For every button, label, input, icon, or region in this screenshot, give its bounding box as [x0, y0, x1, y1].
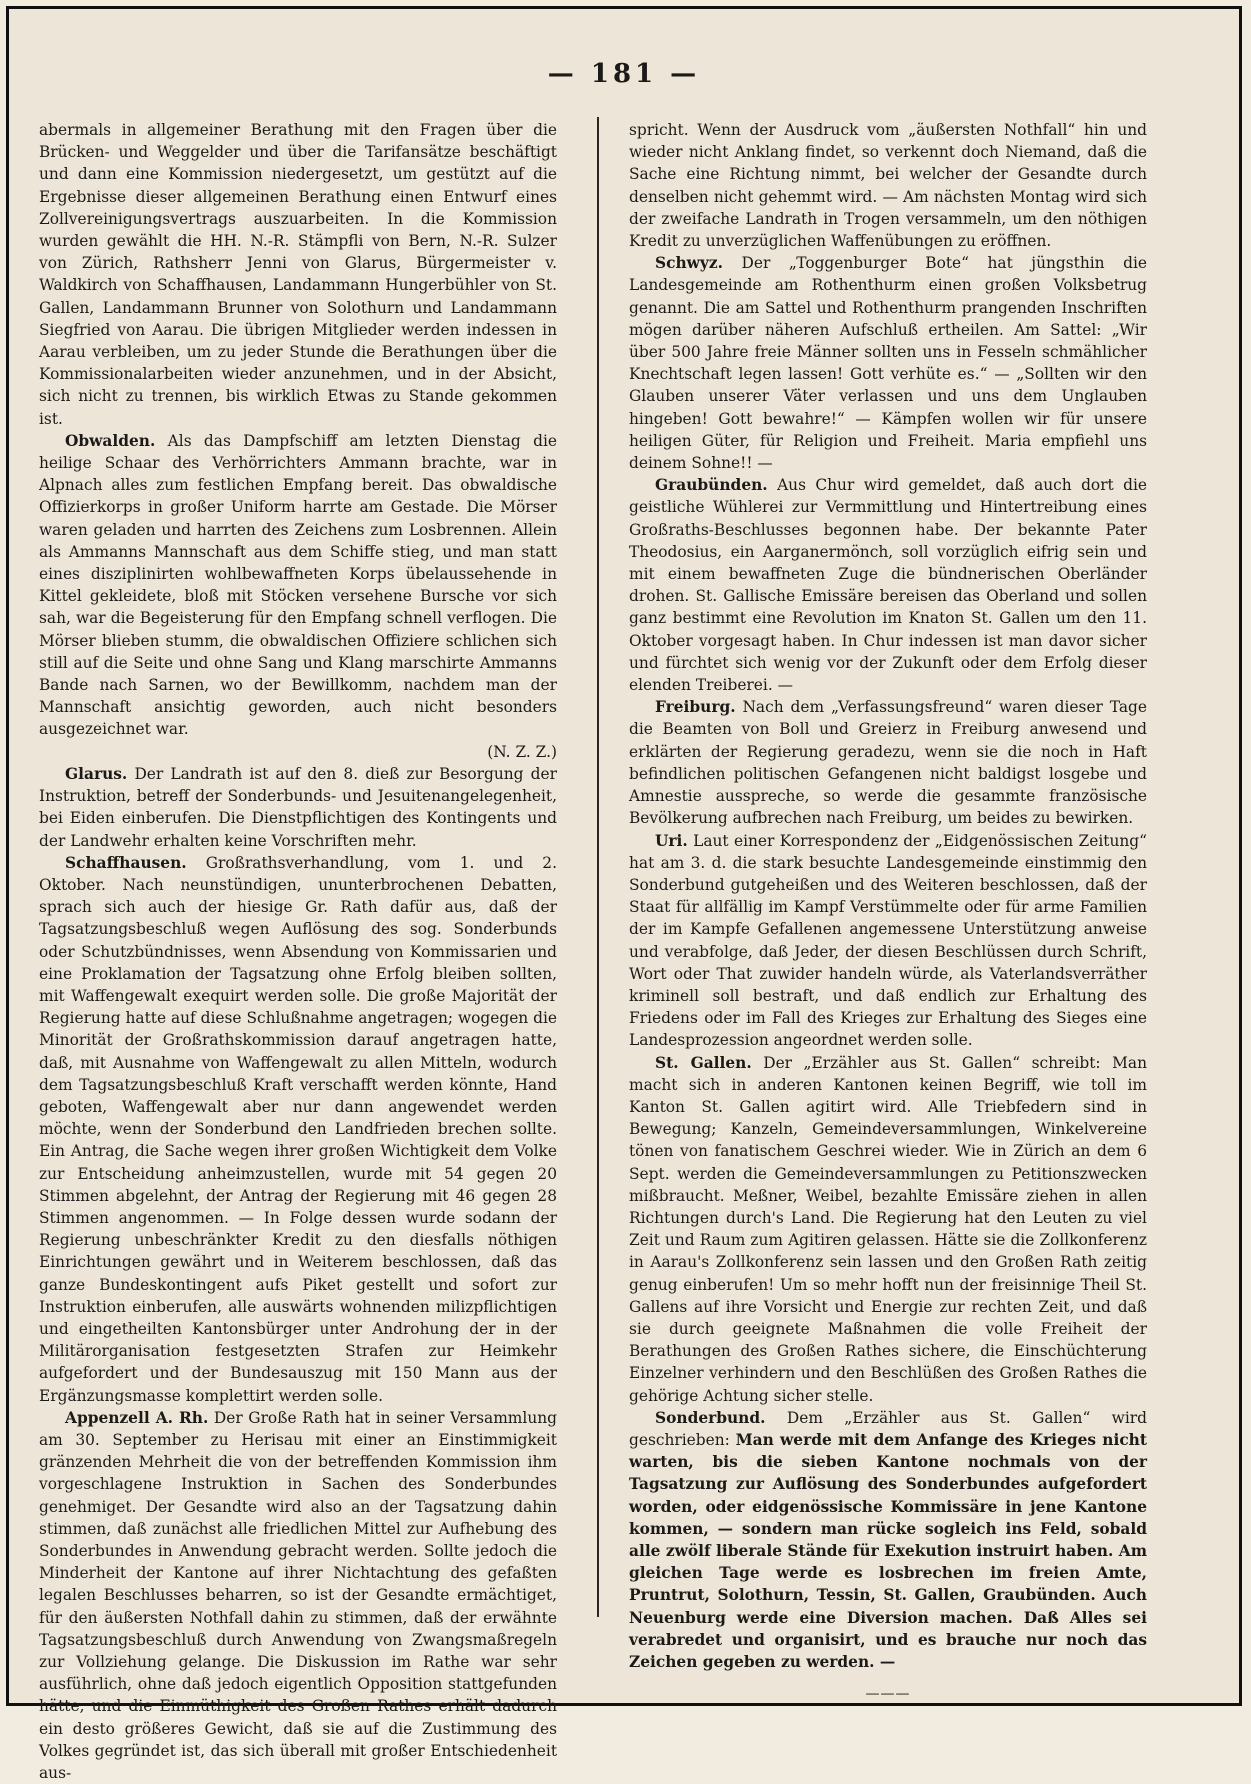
article-body: Der „Erzähler aus St. Gallen“ schreibt: Man macht sich in anderen Kantonen keinen Begriff, wie toll im Kanton St. Gallen agitirt wird. Alle Triebfedern sind in Bewegung; Kanzeln, Gemeindeversammlungen, Winkelvereine tönen von fanatischem Geschrei wieder. Wie in Zürich an dem 6 Sept. werden die Gemeindeversammlungen zu Petitionszwecken mißbraucht. Meßner, Weibel, bezahlte Emissäre ziehen in allen Richtungen durch's Land. Die Regierung hat den Leuten zu viel Zeit und Raum zum Agitiren gelassen. Hätte sie die Zollkonferenz in Aarau's Zollkonferenz sein lassen und den Großen Rath zeitig genug einberufen! Um so mehr hofft nun der freisinnige Theil St. Gallens auf ihre Vorsicht und Energie zur rechten Zeit, und daß sie durch geeignete Maßnahmen die volle Freiheit der Berathungen des Großen Rathes sichere, die Einschüchterung Einzelner verhindern und den Beschlüßen des Großen Rathes die gehörige Achtung sicher stelle.	[629, 1053, 1147, 1405]
left-column	[39, 119, 557, 1784]
article-body: Laut einer Korrespondenz der „Eidgenössischen Zeitung“ hat am 3. d. die stark besuchte Landesgemeinde einstimmig den Sonderbund gutgeheißen und des Weiteren beschlossen, daß der Staat für allfällig im Kampf Verstümmelte oder für arme Familien der im Kampfe Gefallenen angemessene Unterstützung anweise und verabfolge, daß Jeder, der diesen Beschlüssen durch Schrift, Wort oder That zuwider handeln würde, als Vaterlandsverräther kriminell soll bestraft, und daß endlich zur Erhaltung des Friedens oder im Fall des Krieges zur Erhaltung des Sieges eine Landesprozession angeordnet werden solle.	[629, 831, 1147, 1050]
article-emphasis: Man werde mit dem Anfange des Krieges nicht warten, bis die sieben Kantone nochmals von der Tagsatzung zur Auflösung des Sonderbundes aufgefordert worden, oder eidgenössische Kommissäre in jene Kantone kommen, — sondern man rücke sogleich ins Feld, sobald alle zwölf liberale Stände für Exekution instruirt haben. Am gleichen Tage werde es losbrechen im freien Amte, Pruntrut, Solothurn, Tessin, St. Gallen, Graubünden. Auch Neuenburg werde eine Diversion machen. Daß Alles sei verabredet und organisirt, und es brauche nur noch das Zeichen gegeben zu werden. —	[629, 1430, 1147, 1672]
article-body: Dem „Erzähler aus St. Gallen“ wird geschrieben:	[629, 1408, 1147, 1449]
article-schaffhausen	[39, 852, 557, 1407]
article-heading: Schaffhausen.	[65, 853, 187, 872]
article-intro: abermals in allgemeiner Berathung mit den Fragen über die Brücken- und Weggelder und über die Tarifansätze beschäftigt und dann eine Kommission niedergesetzt, um gestützt auf die Ergebnisse dieser allgemeinen Berathung einen Entwurf eines Zollvereinigungsvertrags auszuarbeiten. In die Kommission wurden gewählt die HH. N.-R. Stämpfli von Bern, N.-R. Sulzer von Zürich, Rathsherr Jenni von Glarus, Bürgermeister v. Waldkirch von Schaffhausen, Landammann Hungerbühler von St. Gallen, Landammann Brunner von Solothurn und Landammann Siegfried von Aarau. Die übrigen Mitglieder werden indessen in Aarau verbleiben, um zu jeder Stunde die Berathungen über die Kommissionalarbeiten wieder anzunehmen, und in der Absicht, sich nicht zu trennen, bis wirklich Etwas zu Stande gekommen ist.	[39, 121, 557, 428]
article-body: Großrathsverhandlung, vom 1. und 2. Oktober. Nach neunstündigen, ununterbrochenen Debatten, sprach sich auch der hiesige Gr. Rath dafür aus, daß der Tagsatzungsbeschluß wegen Auflösung des sog. Sonderbunds oder Schutzbündnisses, wenn Absendung von Kommissarien und eine Proklamation der Tagsatzung ohne Erfolg bleiben sollten, mit Waffengewalt exequirt werden solle. Die große Majorität der Regierung hatte auf diese Schlußnahme angetragen; wogegen die Minorität der Großrathskommission darauf angetragen hatte, daß, mit Ausnahme von Waffengewalt zu allen Mitteln, wodurch dem Tagsatzungsbeschluß Kraft verschafft werden könnte, Hand geboten, Waffengewalt aber nur dann angewendet werden möchte, wenn der Sonderbund den Landfrieden brechen sollte. Ein Antrag, die Sache wegen ihrer großen Wichtigkeit dem Volke zur Entscheidung anheimzustellen, wurde mit 54 gegen 20 Stimmen abgelehnt, der Antrag der Regierung mit 46 gegen 28 Stimmen angenommen. — In Folge dessen wurde sodann der Regierung unbeschränkter Kredit zu den diesfalls nöthigen Einrichtungen gewährt und in Weiterem beschlossen, daß das ganze Bundeskontingent aufs Piket gestellt und sofort zur Instruktion einberufen, alle auswärts wohnenden milizpflichtigen und eingetheilten Kantonsbürger unter Androhung der in der Militärorganisation festgesetzten Strafen zur Heimkehr aufgefordert und der Bundesauszug mit 150 Mann aus der Ergänzungsmasse komplettirt werden solle.	[39, 853, 557, 1405]
article-body: Der „Toggenburger Bote“ hat jüngsthin die Landesgemeinde am Rothenthurm einen großen Volksbetrug genannt. Die am Sattel und Rothenthurm prangenden Inschriften mögen darüber näheren Aufschluß ertheilen. Am Sattel: „Wir über 500 Jahre freie Männer sollten uns in Fesseln schmählicher Knechtschaft legen lassen! Gott verhüte es.“ — „Sollten wir den Glauben unserer Väter verlassen und uns dem Unglauben hingeben! Gott bewahre!“ — Kämpfen wollen wir für unsere heiligen Güter, für Religion und Freiheit. Maria empfiehl uns deinem Sohne!! —	[629, 254, 1147, 473]
article-appenzell	[39, 1407, 557, 1784]
article-body: Aus Chur wird gemeldet, daß auch dort die geistliche Wühlerei zur Vermmittlung und Hintertreibung eines Großraths-Beschlusses begonnen habe. Der bekannte Pater Theodosius, ein Aarganermönch, soll vorzüglich eifrig sein und mit einem bewaffneten Zuge die bündnerischen Oberländer drohen. St. Gallische Emissäre bereisen das Oberland und sollen ganz bestimmt eine Revolution im Knaton St. Gallen um den 11. Oktober vorgesagt haben. In Chur indessen ist man davor sicher und fürchtet sich wenig vor der Zukunft oder dem Erfolg dieser elenden Treiberei. —	[629, 476, 1147, 695]
article-body: Der Große Rath hat in seiner Versammlung am 30. September zu Herisau mit einer an Einstimmigkeit gränzenden Mehrheit die von der betreffenden Kommission ihm vorgeschlagene Instruktion in Sachen des Sonderbundes genehmiget. Der Gesandte wird also an der Tagsatzung dahin stimmen, daß zunächst alle friedlichen Mittel zur Aufhebung des Sonderbundes in Anwendung gebracht werden. Sollte jedoch die Minderheit der Kantone auf ihrer Nichtachtung des gefaßten legalen Beschlusses beharren, so ist der Gesandte ermächtiget, für den äußersten Nothfall dahin zu stimmen, daß der erwähnte Tagsatzungsbeschluß durch Anwendung von Zwangsmaßregeln zur Vollziehung gelange. Die Diskussion im Rathe war sehr ausführlich, ohne daß jedoch eigentlich Opposition stattgefunden hätte, und die Einmüthigkeit des Großen Rathes erhält dadurch ein desto größeres Gewicht, daß sie auf die Zustimmung des Volkes gegründet ist, das sich überall mit großer Entschiedenheit aus-	[39, 1408, 557, 1783]
article-stgallen	[629, 1052, 1147, 1407]
article-uri	[629, 830, 1147, 1052]
right-column	[629, 119, 1147, 1705]
page-number: — 181 —	[547, 59, 701, 89]
article-heading: Graubünden.	[655, 476, 768, 495]
article-heading: Appenzell A. Rh.	[65, 1408, 209, 1427]
article-body: Als das Dampfschiff am letzten Dienstag die heilige Schaar des Verhörrichters Ammann brachte, war in Alpnach alles zum festlichen Empfang bereit. Das obwaldische Offizierkorps in großer Uniform harrte am Gestade. Die Mörser waren geladen und harrten des Zeichens zum Losbrennen. Allein als Ammanns Mannschaft aus dem Schiffe stieg, und man statt eines disziplinirten wohlbewaffneten Korps übelaussehende in Kittel gekleidete, bloß mit Stöcken versehene Bursche vor sich sah, war die Begeisterung für den Empfang schnell verflogen. Die Mörser blieben stumm, die obwaldischen Offiziere schlichen sich still auf die Seite und ohne Sang und Klang marschirte Ammanns Bande nach Sarnen, wo der Bewillkomm, nachdem man der Mannschaft ansichtig geworden, auch nicht besonders ausgezeichnet war.	[39, 431, 557, 739]
article-heading: Obwalden.	[65, 431, 156, 450]
article-heading: Schwyz.	[655, 254, 723, 273]
article-heading: Freiburg.	[655, 698, 736, 717]
article-schwyz	[629, 252, 1147, 474]
column-divider	[597, 117, 599, 1617]
article-body: Der Landrath ist auf den 8. dieß zur Besorgung der Instruktion, betreff der Sonderbunds- und Jesuitenangelegenheit, bei Eiden einberufen. Die Dienstpflichtigen des Kontingents und der Landwehr erhalten keine Vorschriften mehr.	[39, 764, 557, 850]
end-rule: ———	[865, 1686, 911, 1703]
article-freiburg	[629, 696, 1147, 829]
article-heading: Glarus.	[65, 764, 128, 783]
article-intro: spricht. Wenn der Ausdruck vom „äußersten Nothfall“ hin und wieder nicht Anklang findet, so verkennt doch Niemand, daß die Sache eine Richtung nimmt, bei welcher der Gesandte durch denselben nicht gehemmt wird. — Am nächsten Montag wird sich der zweifache Landrath in Trogen versammeln, um den nöthigen Kredit zu unverzüglichen Waffenübungen zu eröffnen.	[629, 121, 1147, 251]
article-sonderbund	[629, 1407, 1147, 1673]
article-heading: Uri.	[655, 831, 688, 850]
newspaper-page	[6, 6, 1242, 1783]
article-graubuenden	[629, 474, 1147, 696]
article-heading: Sonderbund.	[655, 1408, 766, 1427]
article-glarus	[39, 763, 557, 852]
article-body: Nach dem „Verfassungsfreund“ waren dieser Tage die Beamten von Boll und Greierz in Freiburg anwesend und erklärten der Regierung geradezu, wenn sie die noch in Haft befindlichen politischen Gefangenen nicht baldigst losgebe und Amnestie ausspreche, so werde die gesammte französische Bevölkerung aufbrechen nach Freiburg, um beides zu bewirken.	[629, 698, 1147, 828]
article-obwalden	[39, 430, 557, 763]
article-heading: St. Gallen.	[655, 1053, 752, 1072]
source-signature: (N. Z. Z.)	[487, 742, 557, 761]
